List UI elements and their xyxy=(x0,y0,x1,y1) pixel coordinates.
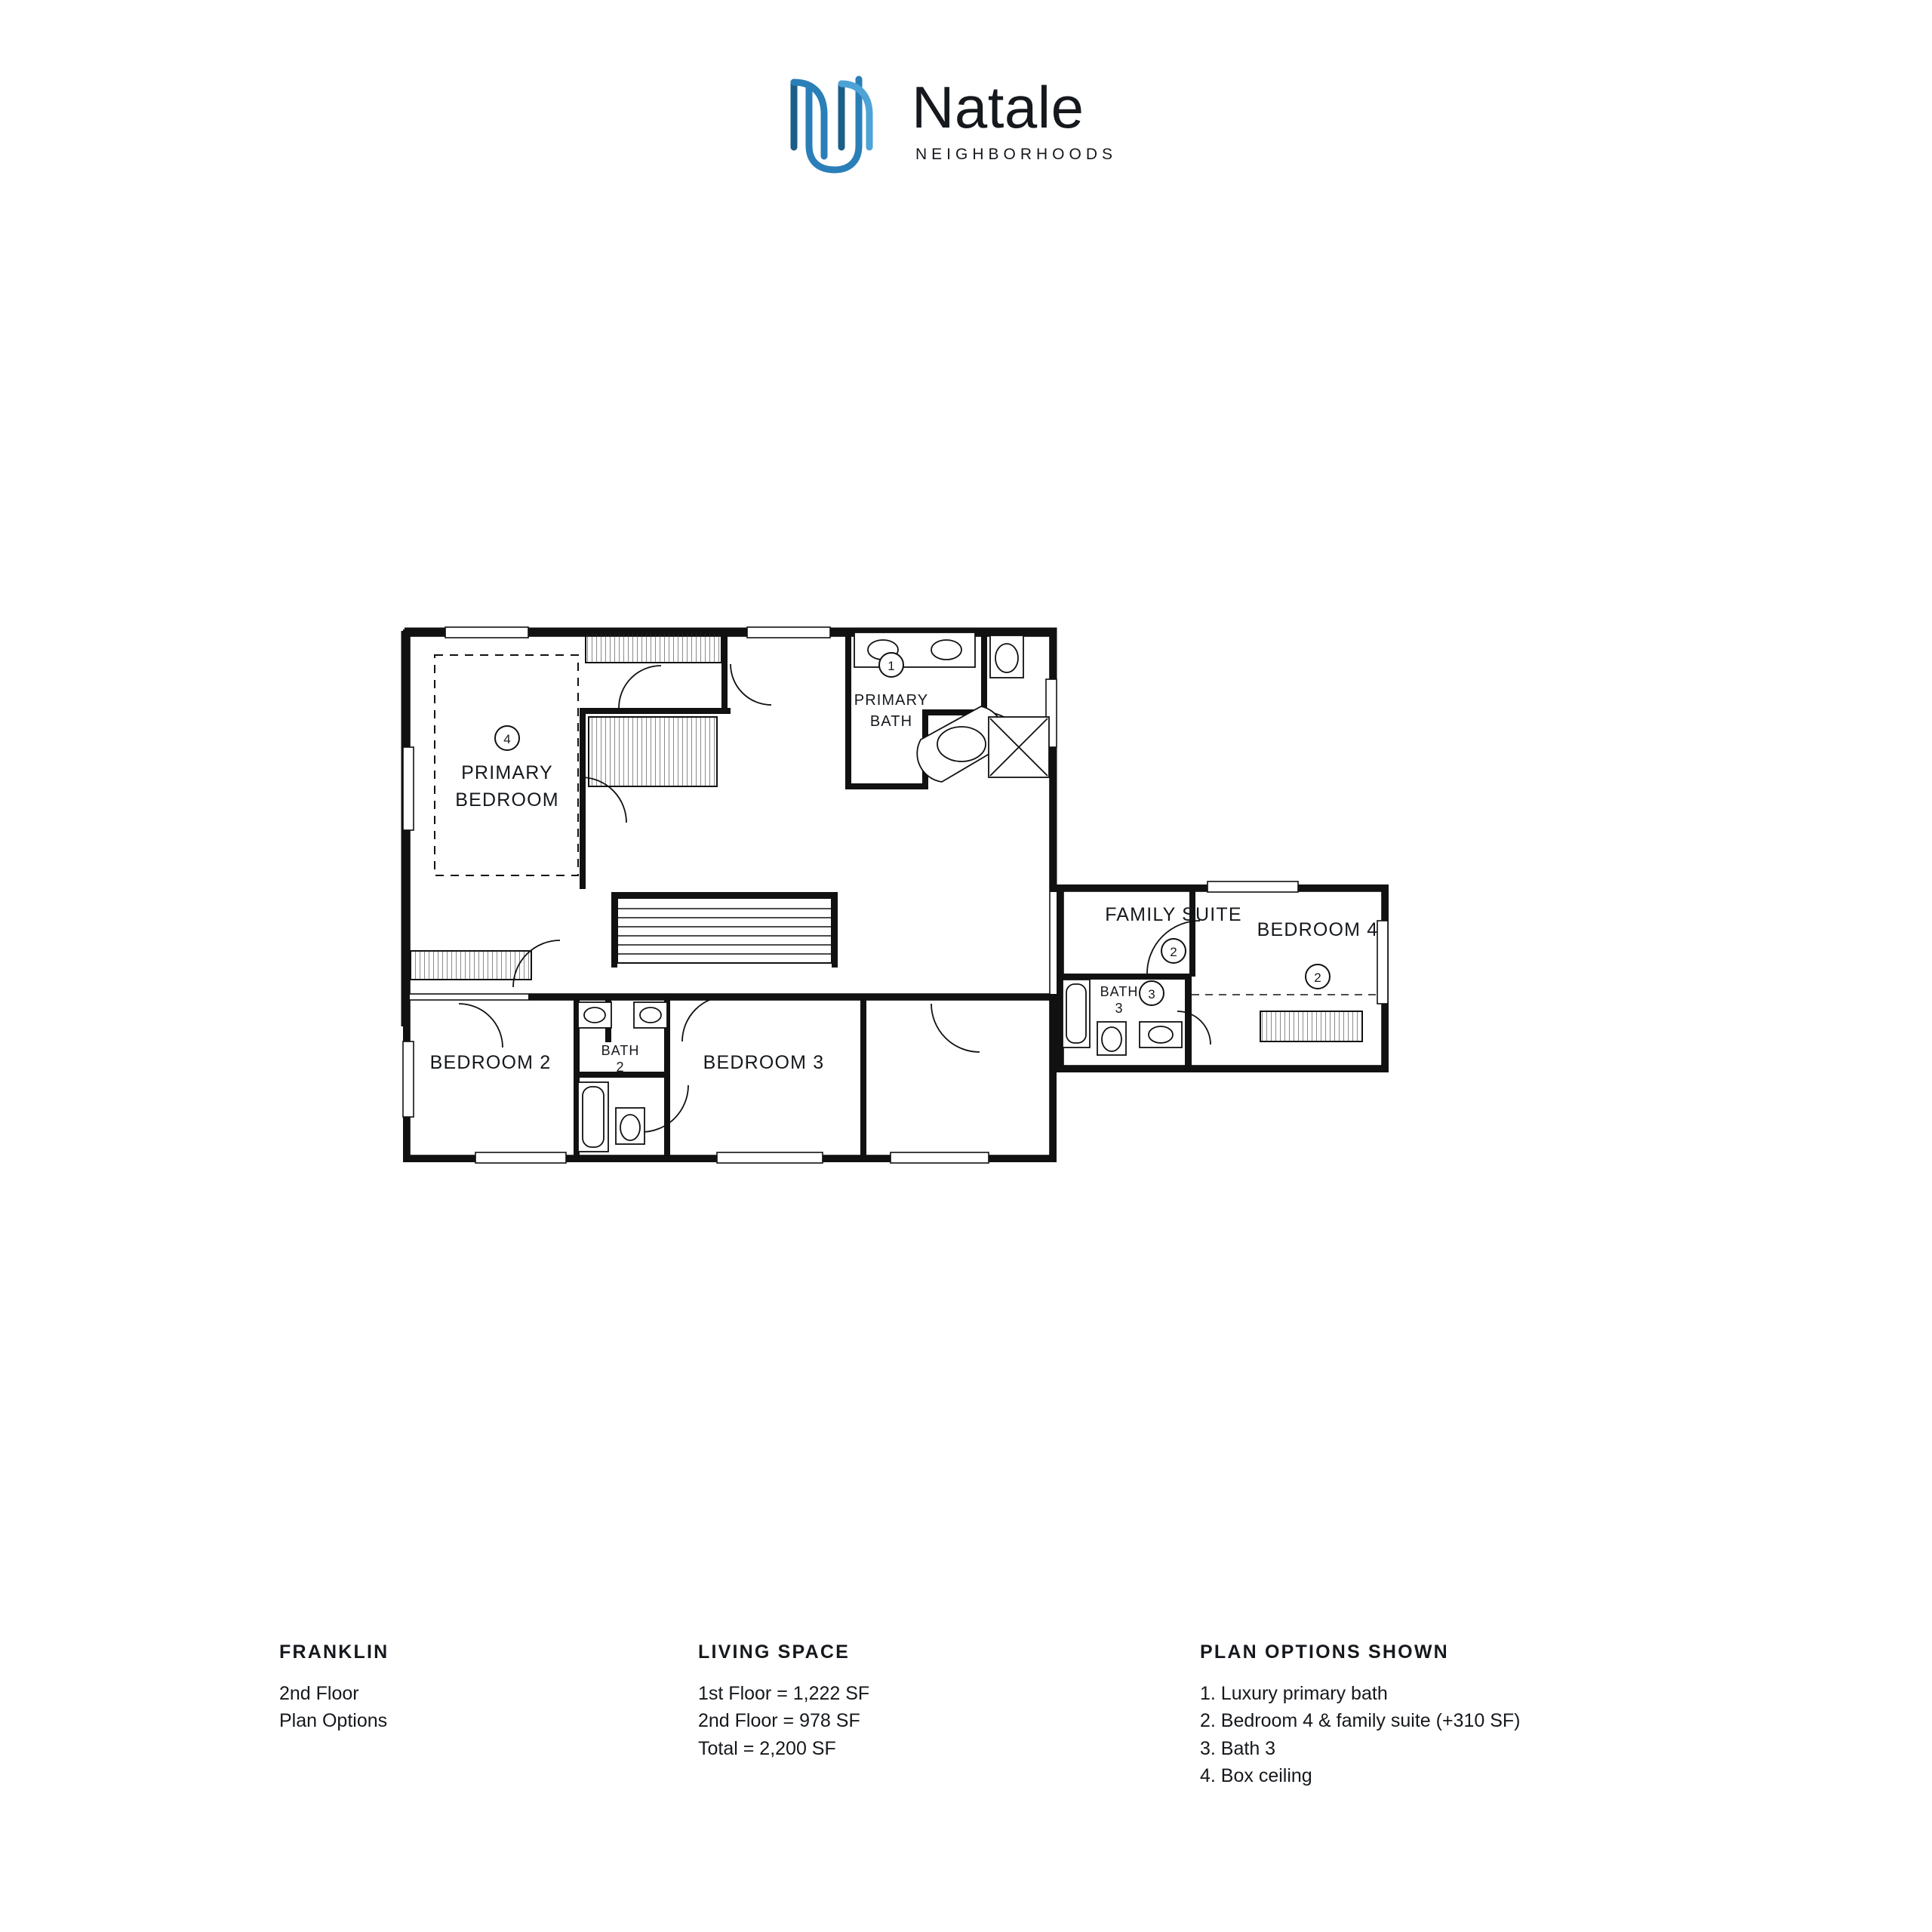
svg-text:4: 4 xyxy=(503,732,511,746)
plan-option-item-1: 1. Luxury primary bath xyxy=(1200,1683,1388,1704)
plan-name-title: FRANKLIN xyxy=(279,1641,389,1663)
option-marker-2-family-suite xyxy=(1161,939,1186,963)
brand-name: Natale xyxy=(912,74,1084,140)
floor-plan-drawing xyxy=(392,619,1570,1283)
room-label-bath-3-line2: 3 xyxy=(1115,1001,1124,1016)
option-marker-2-bedroom-4 xyxy=(1306,964,1330,989)
option-marker-3 xyxy=(1140,981,1164,1005)
option-marker-4 xyxy=(495,726,519,750)
room-label-bedroom-2: BEDROOM 2 xyxy=(429,1052,552,1073)
living-space-line-3: Total = 2,200 SF xyxy=(698,1737,836,1759)
living-space-column xyxy=(698,1641,869,1762)
room-label-primary-bath-line2: BATH xyxy=(869,713,913,730)
floor-plan-svg xyxy=(392,619,1570,1283)
brand-tagline: NEIGHBORHOODS xyxy=(915,146,1118,163)
living-space-title: LIVING SPACE xyxy=(698,1641,850,1663)
brand-wordmark xyxy=(912,74,1118,164)
svg-text:2: 2 xyxy=(1170,945,1177,959)
plan-subtitle-line-2: Plan Options xyxy=(279,1710,388,1732)
natale-n-monogram-icon xyxy=(770,57,898,185)
living-space-line-2: 2nd Floor = 978 SF xyxy=(698,1710,860,1732)
stairs xyxy=(617,898,832,963)
svg-text:2: 2 xyxy=(1314,971,1321,985)
svg-text:1: 1 xyxy=(888,659,895,673)
plan-option-item-3: 3. Bath 3 xyxy=(1200,1737,1276,1759)
room-label-bedroom-3: BEDROOM 3 xyxy=(703,1052,825,1073)
room-label-bath-2-line1: BATH xyxy=(601,1043,640,1058)
plan-option-item-4: 4. Box ceiling xyxy=(1200,1764,1312,1786)
room-label-primary-bath-line1: PRIMARY xyxy=(854,692,929,709)
room-label-primary-bedroom-line1: PRIMARY xyxy=(461,762,553,783)
room-label-bath-2-line2: 2 xyxy=(616,1060,625,1075)
plan-option-item-2: 2. Bedroom 4 & family suite (+310 SF) xyxy=(1200,1710,1521,1732)
plan-options-column xyxy=(1200,1641,1521,1789)
option-marker-1 xyxy=(879,653,903,677)
room-label-bath-3-line1: BATH xyxy=(1100,984,1139,999)
svg-text:3: 3 xyxy=(1148,987,1155,1001)
living-space-line-1: 1st Floor = 1,222 SF xyxy=(698,1683,870,1704)
room-label-family-suite: FAMILY SUITE xyxy=(1105,904,1242,925)
room-label-bedroom-4: BEDROOM 4 xyxy=(1257,919,1379,940)
plan-name-column xyxy=(279,1641,389,1735)
room-label-primary-bedroom-line2: BEDROOM xyxy=(455,789,559,811)
plan-subtitle-line-1: 2nd Floor xyxy=(279,1683,359,1704)
plan-options-title: PLAN OPTIONS SHOWN xyxy=(1200,1641,1449,1663)
brand-logo xyxy=(770,53,1162,189)
